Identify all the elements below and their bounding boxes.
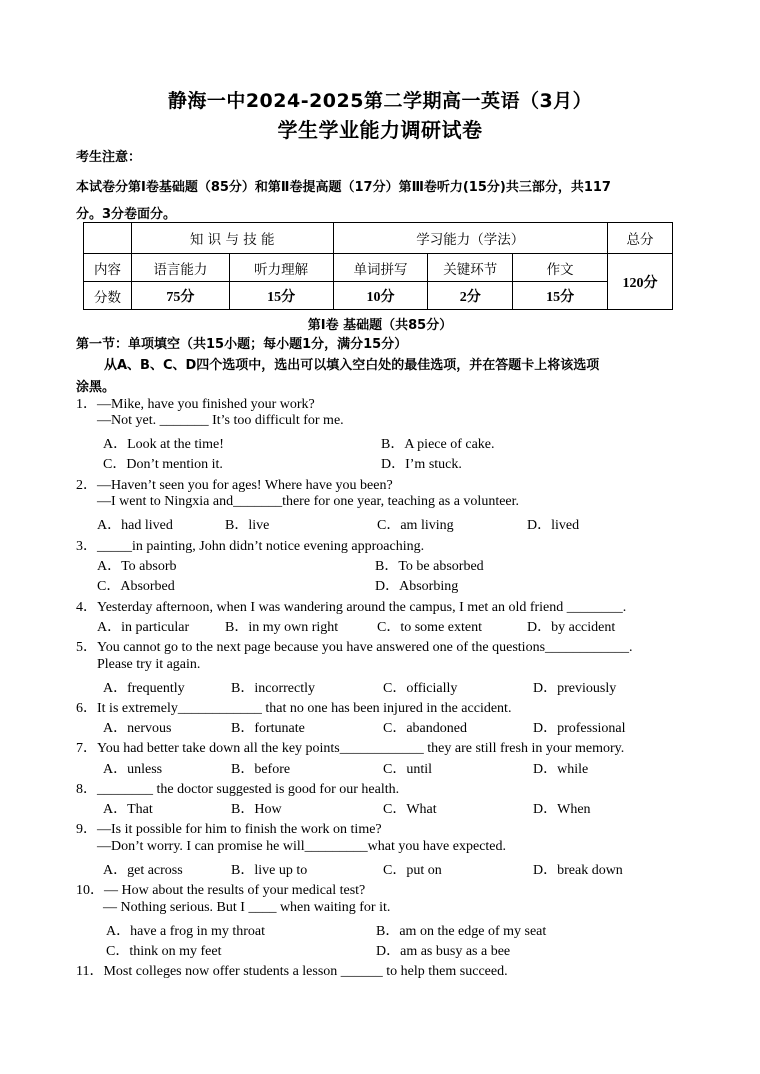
answer-option: B．incorrectly — [231, 681, 315, 696]
part-heading: 第一节：单项填空（共15小题；每小题1分，满分15分） — [76, 337, 408, 352]
answer-option: D．When — [533, 802, 591, 817]
answer-option: C．am living — [377, 518, 454, 533]
answer-option: D．lived — [527, 518, 580, 533]
answer-option: A．in particular — [97, 620, 190, 635]
answer-option: D．previously — [533, 681, 617, 696]
table-total-header: 总分 — [608, 223, 673, 254]
answer-option: A．To absorb — [97, 559, 177, 574]
question-stem: 1．—Mike, have you finished your work? — [76, 397, 315, 412]
answer-option: B．live up to — [231, 863, 308, 878]
question-stem: 9．—Is it possible for him to finish the work on time? — [76, 822, 382, 837]
answer-option: A．nervous — [103, 721, 172, 736]
answer-option: C．Don’t mention it. — [103, 457, 223, 472]
table-total-score: 120分 — [608, 254, 673, 310]
answer-option: B．How — [231, 802, 282, 817]
answer-option: D．am as busy as a bee — [376, 944, 511, 959]
question-stem: 7．You had better take down all the key points____________ they are still fresh in your memory. — [76, 741, 625, 756]
answer-option: C．until — [383, 762, 433, 777]
answer-option: B．before — [231, 762, 291, 777]
table-col-name: 关键环节 — [428, 254, 513, 282]
score-table — [83, 222, 673, 310]
table-col-name: 语言能力 — [131, 254, 229, 282]
answer-option: B．am on the edge of my seat — [376, 924, 547, 939]
answer-option: A．Look at the time! — [103, 437, 224, 452]
section-title: 第Ⅰ卷 基础题（共85分） — [307, 318, 453, 333]
question-stem-line: —I went to Ningxia and_______there for one year, teaching as a volunteer. — [97, 494, 520, 509]
answer-option: A．had lived — [97, 518, 173, 533]
answer-option: D．break down — [533, 863, 623, 878]
table-group-knowledge: 知 识 与 技 能 — [131, 223, 333, 254]
answer-option: C．think on my feet — [106, 944, 222, 959]
question-stem: 2．—Haven’t seen you for ages! Where have you been? — [76, 478, 393, 493]
table-row-label-content: 内容 — [84, 254, 132, 282]
answer-option: C．Absorbed — [97, 579, 175, 594]
table-col-name: 作文 — [513, 254, 608, 282]
answer-option: B．To be absorbed — [375, 559, 484, 574]
question-stem-line: —Not yet. _______ It’s too difficult for me. — [97, 413, 344, 428]
question-stem-line: — Nothing serious. But I ____ when waiting for it. — [103, 900, 391, 915]
question-stem: 4．Yesterday afternoon, when I was wandering around the campus, I met an old friend ________. — [76, 600, 627, 615]
answer-option: A．get across — [103, 863, 183, 878]
answer-option: B．in my own right — [225, 620, 339, 635]
answer-option: B．live — [225, 518, 270, 533]
answer-option: D．while — [533, 762, 589, 777]
answer-option: B．fortunate — [231, 721, 305, 736]
table-col-score: 10分 — [333, 282, 428, 310]
question-stem-line: —Don’t worry. I can promise he will_________what you have expected. — [97, 839, 507, 854]
answer-option: D．professional — [533, 721, 626, 736]
question-stem: 5．You cannot go to the next page because you have answered one of the questions____________. — [76, 640, 633, 655]
notice-line-1: 本试卷分第Ⅰ卷基础题（85分）和第Ⅱ卷提高题（17分）第Ⅲ卷听力(15分)共三部分，共117 — [76, 180, 611, 195]
answer-option: B．A piece of cake. — [381, 437, 495, 452]
notice-label: 考生注意： — [76, 150, 142, 165]
exam-subtitle: 学生学业能力调研试卷 — [277, 118, 483, 142]
answer-option: A．unless — [103, 762, 163, 777]
question-stem: 11．Most colleges now offer students a lesson ______ to help them succeed. — [76, 964, 508, 979]
answer-option: A．That — [103, 802, 153, 817]
answer-option: C．officially — [383, 681, 458, 696]
instruction-line-2: 涂黑。 — [76, 380, 116, 395]
question-stem: 6．It is extremely____________ that no one has been injured in the accident. — [76, 701, 512, 716]
question-stem: 10．— How about the results of your medical test? — [76, 883, 366, 898]
table-col-name: 单词拼写 — [333, 254, 428, 282]
table-col-score: 2分 — [428, 282, 513, 310]
exam-title: 静海一中2024-2025第二学期高一英语（3月） — [167, 90, 593, 112]
answer-option: D．I’m stuck. — [381, 457, 462, 472]
question-stem: 8．________ the doctor suggested is good for our health. — [76, 782, 400, 797]
answer-option: C．to some extent — [377, 620, 482, 635]
question-stem: 3．_____in painting, John didn’t notice evening approaching. — [76, 539, 425, 554]
table-group-learning: 学习能力（学法） — [333, 223, 608, 254]
question-stem-line: Please try it again. — [97, 657, 201, 672]
table-col-score: 15分 — [513, 282, 608, 310]
answer-option: A．have a frog in my throat — [106, 924, 266, 939]
instruction-line-1: 从A、B、C、D四个选项中，选出可以填入空白处的最佳选项，并在答题卡上将该选项 — [104, 358, 600, 373]
answer-option: D．by accident — [527, 620, 616, 635]
answer-option: D．Absorbing — [375, 579, 459, 594]
table-row-label-score: 分数 — [84, 282, 132, 310]
answer-option: C．abandoned — [383, 721, 467, 736]
table-col-score: 15分 — [229, 282, 333, 310]
table-empty-cell — [84, 223, 132, 254]
table-col-score: 75分 — [131, 282, 229, 310]
answer-option: A．frequently — [103, 681, 185, 696]
table-col-name: 听力理解 — [229, 254, 333, 282]
answer-option: C．put on — [383, 863, 442, 878]
answer-option: C．What — [383, 802, 437, 817]
notice-line-2: 分。3分卷面分。 — [76, 207, 177, 222]
